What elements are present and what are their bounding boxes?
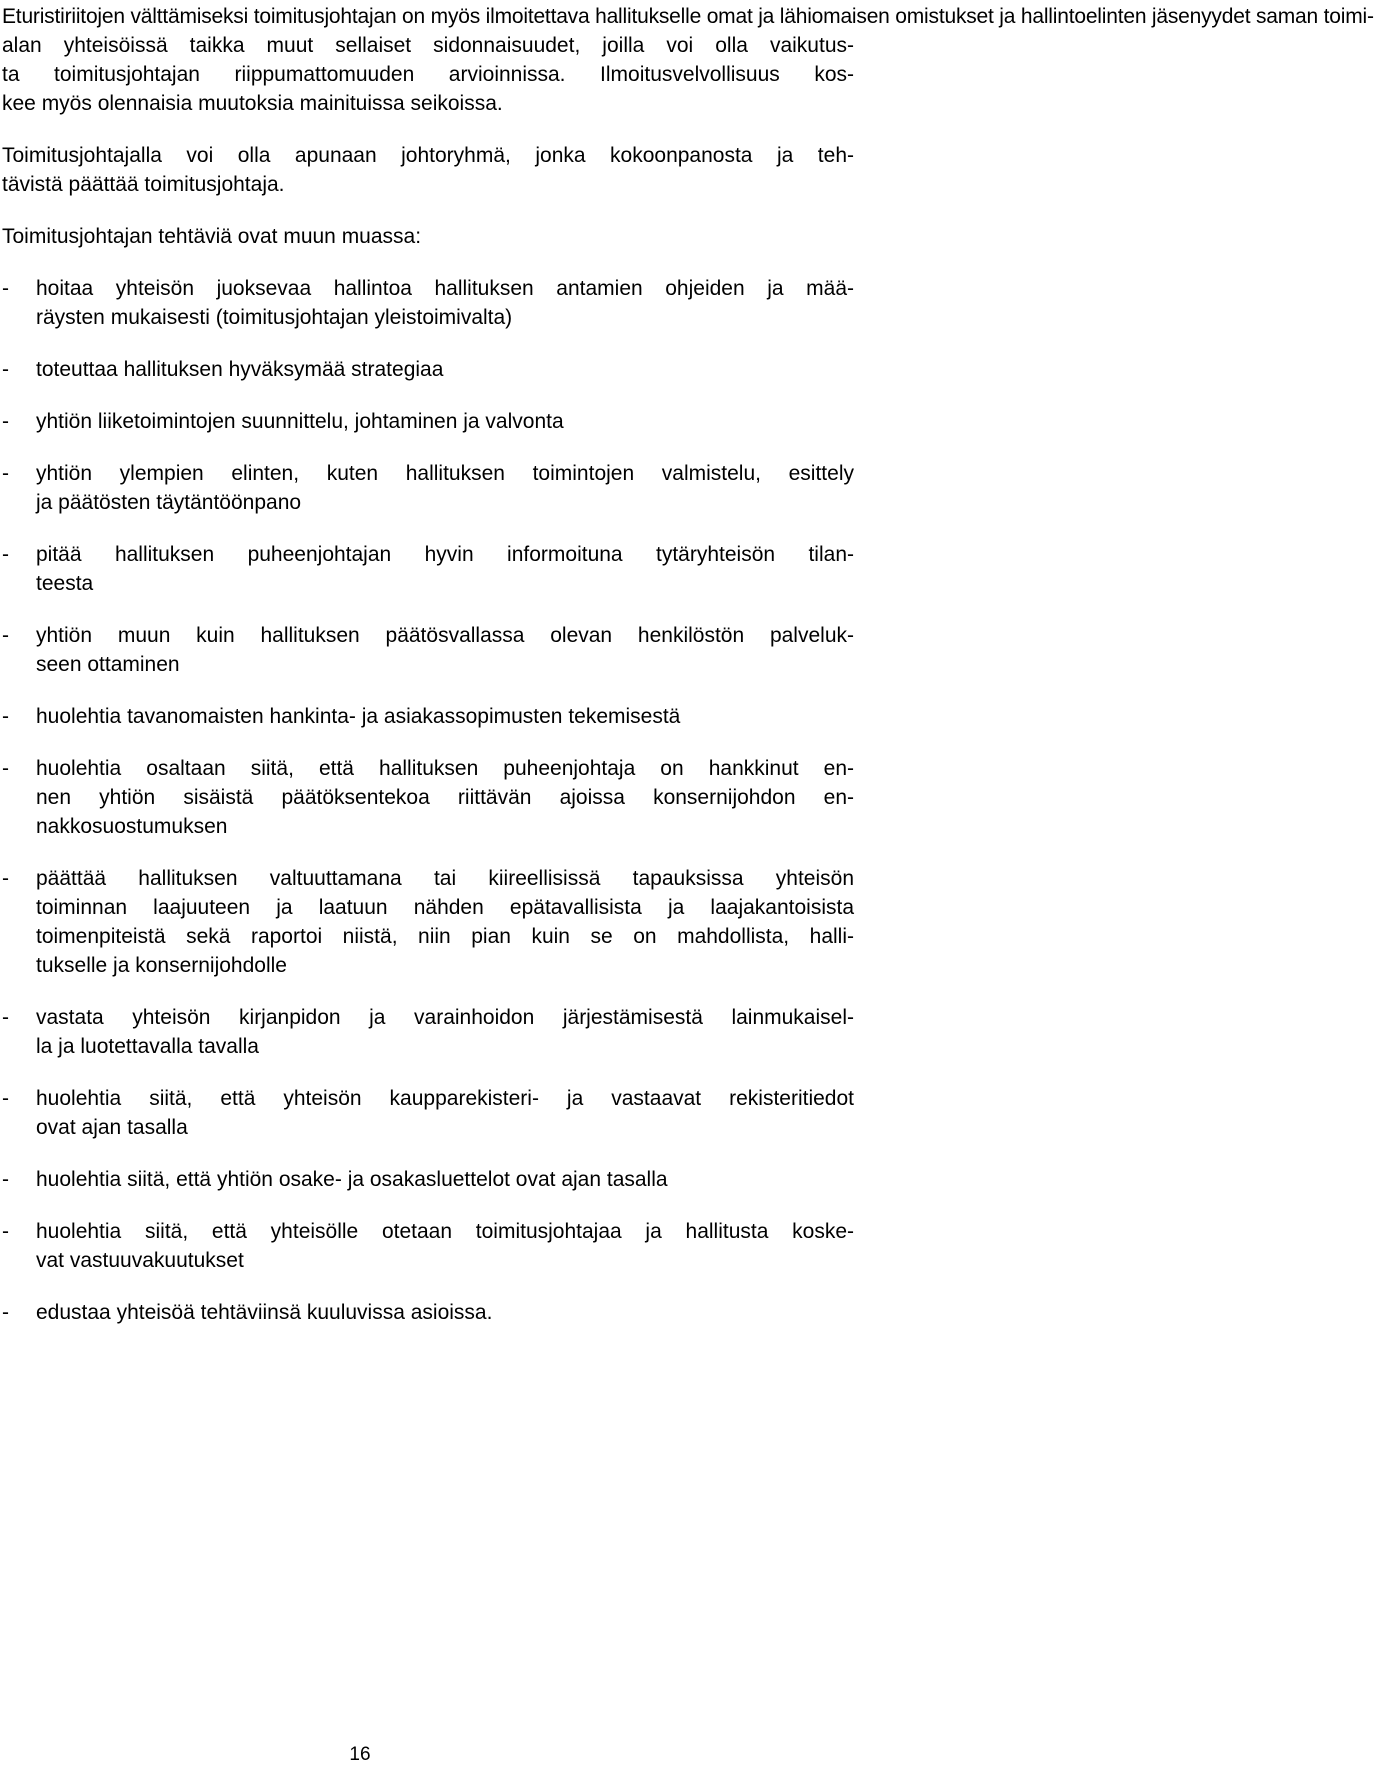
list-item <box>2 274 854 332</box>
list-item-line: hoitaa yhteisön juoksevaa hallintoa hallituksen antamien ohjeiden ja mää- <box>36 277 854 300</box>
list-dash: - <box>2 543 9 566</box>
list-item-line: ja päätösten täytäntöönpano <box>36 491 302 514</box>
list-item <box>2 864 854 980</box>
text-line: Eturistiriitojen välttämiseksi toimitusjohtajan on myös ilmoitettava hallitukselle omat ja lähiomaisen omistukset ja hallintoelinten jäsenyydet saman toimi- <box>2 5 1374 28</box>
list-item-line: seen ottaminen <box>36 653 180 676</box>
list-dash: - <box>2 624 9 647</box>
list-item-line: la ja luotettavalla tavalla <box>36 1035 259 1058</box>
list-dash: - <box>2 1006 9 1029</box>
list-item <box>2 1165 854 1194</box>
list-item <box>2 1003 854 1061</box>
list-dash: - <box>2 1220 9 1243</box>
duties-list <box>2 274 854 1327</box>
text-line: kee myös olennaisia muutoksia mainituissa seikoissa. <box>2 92 503 115</box>
list-item-line: edustaa yhteisöä tehtäviinsä kuuluvissa asioissa. <box>36 1301 493 1324</box>
list-item-line: päättää hallituksen valtuuttamana tai kiireellisissä tapauksissa yhteisön <box>36 867 854 890</box>
list-item <box>2 407 854 436</box>
list-item-line: räysten mukaisesti (toimitusjohtajan yleistoimivalta) <box>36 306 513 329</box>
list-dash: - <box>2 867 9 890</box>
list-item-line: yhtiön ylempien elinten, kuten hallituksen toimintojen valmistelu, esittely <box>36 462 854 485</box>
list-dash: - <box>2 705 9 728</box>
list-item <box>2 754 854 841</box>
page-number: 16 <box>349 1744 371 1765</box>
paragraph-conflict-of-interest <box>2 2 1374 118</box>
list-item-line: toteuttaa hallituksen hyväksymää strategiaa <box>36 358 444 381</box>
list-dash: - <box>2 462 9 485</box>
list-item-line: huolehtia siitä, että yhtiön osake- ja osakasluettelot ovat ajan tasalla <box>36 1168 668 1191</box>
text-line: tävistä päättää toimitusjohtaja. <box>2 173 285 196</box>
text-line: alan yhteisöissä taikka muut sellaiset sidonnaisuudet, joilla voi olla vaikutus- <box>2 34 854 57</box>
document-body <box>2 2 1374 1350</box>
paragraph-management-team <box>2 141 854 199</box>
list-item-line: tukselle ja konsernijohdolle <box>36 954 287 977</box>
list-item-line: huolehtia siitä, että yhteisön kaupparekisteri- ja vastaavat rekisteritiedot <box>36 1087 854 1110</box>
list-dash: - <box>2 358 9 381</box>
list-item-line: yhtiön liiketoimintojen suunnittelu, johtaminen ja valvonta <box>36 410 564 433</box>
list-item-line: nen yhtiön sisäistä päätöksentekoa riittävän ajoissa konsernijohdon en- <box>36 786 854 809</box>
list-item-line: huolehtia tavanomaisten hankinta- ja asiakassopimusten tekemisestä <box>36 705 681 728</box>
list-item <box>2 540 854 598</box>
list-item-line: vat vastuuvakuutukset <box>36 1249 244 1272</box>
list-item-line: toimenpiteistä sekä raportoi niistä, niin pian kuin se on mahdollista, halli- <box>36 925 854 948</box>
list-dash: - <box>2 1087 9 1110</box>
list-dash: - <box>2 277 9 300</box>
list-item <box>2 1298 854 1327</box>
list-item-line: ovat ajan tasalla <box>36 1116 188 1139</box>
list-item <box>2 621 854 679</box>
list-item-line: huolehtia osaltaan siitä, että hallituksen puheenjohtaja on hankkinut en- <box>36 757 854 780</box>
list-item-line: pitää hallituksen puheenjohtajan hyvin informoituna tytäryhteisön tilan- <box>36 543 854 566</box>
list-item-line: vastata yhteisön kirjanpidon ja varainhoidon järjestämisestä lainmukaisel- <box>36 1006 854 1029</box>
text-line: Toimitusjohtajan tehtäviä ovat muun muassa: <box>2 225 422 248</box>
list-item <box>2 1084 854 1142</box>
list-item <box>2 702 854 731</box>
list-item-line: toiminnan laajuuteen ja laatuun nähden epätavallisista ja laajakantoisista <box>36 896 854 919</box>
list-item-line: yhtiön muun kuin hallituksen päätösvallassa olevan henkilöstön palveluk- <box>36 624 854 647</box>
list-item-line: huolehtia siitä, että yhteisölle otetaan toimitusjohtajaa ja hallitusta koske- <box>36 1220 854 1243</box>
list-dash: - <box>2 757 9 780</box>
list-item <box>2 355 854 384</box>
list-dash: - <box>2 1168 9 1191</box>
paragraph-duties-lead <box>2 222 854 251</box>
text-line: Toimitusjohtajalla voi olla apunaan johtoryhmä, jonka kokoonpanosta ja teh- <box>2 144 854 167</box>
list-item <box>2 459 854 517</box>
text-line: ta toimitusjohtajan riippumattomuuden arvioinnissa. Ilmoitusvelvollisuus kos- <box>2 63 854 86</box>
list-item <box>2 1217 854 1275</box>
list-item-line: nakkosuostumuksen <box>36 815 228 838</box>
list-dash: - <box>2 410 9 433</box>
list-dash: - <box>2 1301 9 1324</box>
list-item-line: teesta <box>36 572 94 595</box>
